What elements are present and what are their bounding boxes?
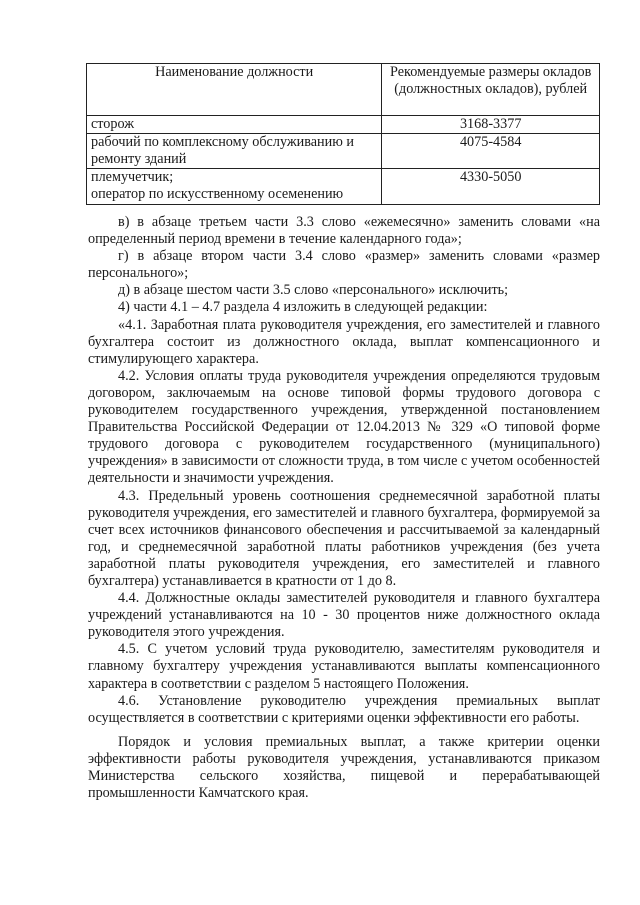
paragraph-clause-4-3: 4.3. Предельный уровень соотношения среднемесячной заработной платы руководителя учреждения, его заместителей и главного бухгалтера, формируемой за счет всех источников финансового обеспечения и рассчитываемой за календарный год, и среднемесячной заработной платы работников учреждения (без учета заработной платы руководителя учреждения, его заместителей и главного бухгалтера) устанавливается в кратности от 1 до 8. bbox=[88, 487, 600, 589]
cell-position: рабочий по комплексному обслуживанию и ремонту зданий bbox=[87, 134, 382, 169]
cell-position-line: племучетчик; bbox=[91, 169, 174, 185]
header-position-name: Наименование должности bbox=[87, 64, 382, 116]
cell-position: сторож bbox=[87, 116, 382, 134]
paragraph-bonus-procedure: Порядок и условия премиальных выплат, а также критерии оценки эффективности работы руководителя учреждения, устанавливаются приказом Министерства сельского хозяйства, пищевой и перерабатывающей промышленности Камчатского края. bbox=[88, 733, 600, 802]
header-recommended-salary: Рекомендуемые размеры окладов (должностных окладов), рублей bbox=[382, 64, 600, 116]
cell-position bbox=[87, 169, 382, 205]
cell-salary: 3168-3377 bbox=[382, 116, 600, 134]
cell-position-line: оператор по искусственному осеменению bbox=[91, 186, 344, 202]
paragraph-amendment-g: г) в абзаце втором части 3.4 слово «размер» заменить словами «размер персонального»; bbox=[88, 248, 600, 282]
paragraph-clause-4-4: 4.4. Должностные оклады заместителей руководителя и главного бухгалтера учреждений устанавливаются на 10 - 30 процентов ниже должностного оклада руководителя этого учреждения. bbox=[88, 590, 600, 641]
paragraph-amendment-v: в) в абзаце третьем части 3.3 слово «ежемесячно» заменить словами «на определенный период времени в течение календарного года»; bbox=[88, 214, 600, 248]
table-row bbox=[87, 134, 600, 169]
table-header-row bbox=[87, 64, 600, 116]
positions-salary-table bbox=[86, 63, 600, 205]
paragraph-clause-4-2: 4.2. Условия оплаты труда руководителя учреждения определяются трудовым договором, заключаемым на основе типовой формы трудового договора с руководителем государственного учреждения, утвержденной постановлением Правительства Российской Федерации от 12.04.2013 № 329 «О типовой форме трудового договора с руководителем государственного (муниципального) учреждения» в зависимости от сложности труда, в том числе с учетом особенностей деятельности и значимости учреждения. bbox=[88, 367, 600, 487]
paragraph-amendment-d: д) в абзаце шестом части 3.5 слово «персонального» исключить; bbox=[118, 282, 509, 299]
paragraph-clause-4-6: 4.6. Установление руководителю учреждения премиальных выплат осуществляется в соответствии с критериями оценки эффективности его работы. bbox=[88, 692, 600, 726]
document-body bbox=[88, 214, 600, 802]
table-row bbox=[87, 169, 600, 205]
paragraph-amendment-4: 4) части 4.1 – 4.7 раздела 4 изложить в следующей редакции: bbox=[118, 299, 488, 316]
table-row bbox=[87, 116, 600, 134]
paragraph-clause-4-1: «4.1. Заработная плата руководителя учреждения, его заместителей и главного бухгалтера состоит из должностного оклада, выплат компенсационного и стимулирующего характера. bbox=[88, 316, 600, 367]
cell-salary: 4075-4584 bbox=[382, 134, 600, 169]
paragraph-clause-4-5: 4.5. С учетом условий труда руководителю, заместителям руководителя и главному бухгалтеру учреждения устанавливаются выплаты компенсационного характера в соответствии с разделом 5 настоящего Положения. bbox=[88, 641, 600, 692]
cell-salary: 4330-5050 bbox=[382, 169, 600, 205]
